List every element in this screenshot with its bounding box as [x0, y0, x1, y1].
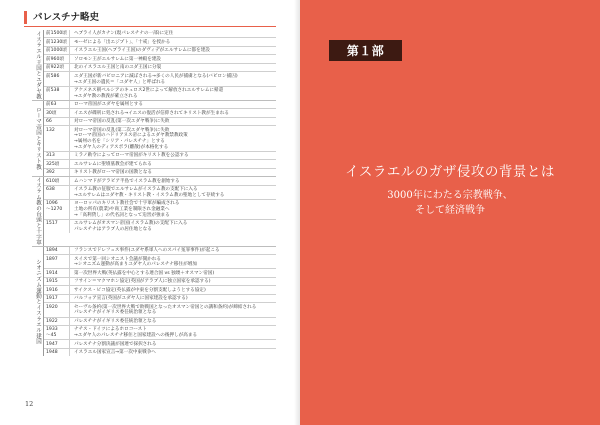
timeline-row — [44, 278, 276, 286]
event-cell: イスラエル国家宣言→第一次中東戦争へ — [74, 350, 156, 356]
era-rows — [44, 101, 276, 177]
year-cell: 1915 — [44, 278, 70, 285]
year-cell: 1914 — [44, 269, 70, 276]
era-section — [32, 100, 276, 177]
timeline-row — [44, 220, 276, 233]
year-cell: 325頃 — [44, 160, 70, 167]
event-cell: ソロモン王がエルサレムに第一神殿を建設 — [74, 56, 162, 62]
year-cell: 1922 — [44, 318, 70, 325]
event-cell: ナチス・ドイツによるホロコースト →ユダヤ人のパレスチナ移住と国家建設への後押しが高まる — [74, 327, 198, 339]
year-cell: 1920 — [44, 303, 70, 316]
timeline-row — [44, 47, 276, 55]
year-cell: 前1000頃 — [44, 47, 70, 54]
event-cell: キリスト教がローマ帝国の国教となる — [74, 170, 153, 176]
event-cell: パレスチナがイギリス委任統治領となる — [74, 318, 157, 324]
subtitle-line-2: そして経済戦争 — [415, 205, 485, 216]
year-cell: 392 — [44, 169, 70, 176]
timeline-row — [44, 286, 276, 294]
year-cell: 前586 — [44, 72, 70, 85]
timeline-row — [44, 269, 276, 277]
era-label — [32, 247, 44, 356]
era-label-text: イスラエル王国とユダヤ教 — [35, 30, 41, 100]
era-section — [32, 30, 276, 100]
timeline-row — [44, 186, 276, 200]
event-cell: イスラム教の征服でエルサレムがイスラム教の支配下に入る →エルサレムはユダヤ教・キリスト教・イスラム教の聖地として存続する — [74, 187, 225, 198]
event-cell: アケメネス朝ペルシアのキュロス2世によって解放されエルサレムに帰還 →ユダヤ教の教義が確立される — [74, 88, 224, 99]
event-cell: イスラエル王国(ヘブライ王国)のダヴィデがエルサレムに都を建設 — [74, 48, 210, 54]
era-section — [32, 176, 276, 245]
timeline-row — [44, 295, 276, 303]
era-label-text: ローマ帝国とキリスト教 — [35, 107, 41, 170]
timeline-row — [44, 255, 276, 269]
timeline-row — [44, 340, 276, 348]
year-cell: 前1230頃 — [44, 38, 70, 45]
year-cell: 前1500頃 — [44, 30, 70, 37]
year-cell: 1947 — [44, 340, 70, 347]
timeline-row — [44, 30, 276, 38]
timeline-row — [44, 169, 276, 176]
year-cell: 1948 — [44, 349, 70, 356]
event-cell: エルサレムがオスマン帝国(イスラム教)の支配下に入る パレスチナはアラブ人の居住地となる — [74, 221, 188, 232]
year-cell: 638 — [44, 186, 70, 199]
page-number: 12 — [25, 400, 34, 408]
part-label: 第１部 — [329, 40, 402, 61]
year-cell: 66 — [44, 118, 70, 125]
event-cell: ローマ帝国がユダヤを属州とする — [74, 102, 143, 108]
era-rows — [44, 247, 276, 356]
year-cell: 前538 — [44, 87, 70, 100]
timeline-row — [44, 64, 276, 72]
event-cell: モーゼによる「出エジプト」、「十戒」を授かる — [74, 39, 171, 45]
header-accent-bar — [24, 11, 27, 24]
year-cell: 前960頃 — [44, 55, 70, 62]
era-label — [32, 101, 44, 177]
event-cell: 北のイスラエル王国と南のユダ王国に分裂 — [74, 65, 162, 71]
year-cell: 313 — [44, 152, 70, 159]
event-cell: サイクス・ピコ協定(英仏露が中東を分割支配しようとする協定) — [74, 287, 206, 293]
chapter-subtitle — [300, 188, 600, 218]
subtitle-line-1: 3000年にわたる宗教戦争、 — [387, 190, 513, 201]
era-rows — [44, 177, 276, 245]
event-cell: ユダ王国が新バビロニアに滅ぼされる→多くの人民が捕虜となる(バビロン捕囚) →ユダ王国の遺民＝「ユダヤ人」と呼ばれる — [74, 73, 238, 85]
timeline-row — [44, 55, 276, 63]
timeline-row — [44, 38, 276, 46]
year-cell: 1917 — [44, 295, 70, 302]
year-cell: 1517 — [44, 220, 70, 233]
timeline-row — [44, 72, 276, 86]
timeline-row — [44, 118, 276, 126]
event-cell: セーヴル条約(第一次世界大戦で敗戦国となったオスマン帝国との講和条約)が締結される パレスチナがイギリス委任統治領となる — [74, 304, 257, 316]
event-cell: パレスチナ分割決議が国連で採択される — [74, 341, 157, 347]
year-cell: 1916 — [44, 286, 70, 293]
chapter-title: イスラエルのガザ侵攻の背景とは — [345, 164, 555, 180]
timeline-row — [44, 177, 276, 185]
year-cell: 1897 — [44, 255, 70, 268]
timeline-row — [44, 109, 276, 117]
era-label-text: イスラム教の台頭と十字軍 — [35, 177, 41, 246]
timeline-row — [44, 87, 276, 100]
event-cell: スイスで第一回シオニスト会議が開かれる →シオニズム運動が高まりユダヤ人のパレスチナ移住が増加 — [74, 256, 197, 268]
era-label — [32, 30, 44, 100]
era-rows — [44, 30, 276, 100]
timeline-row — [44, 200, 276, 220]
event-cell: バルフォア宣言(英国がユダヤ人に国家建設を承認する) — [74, 296, 188, 302]
chronology-table — [32, 30, 276, 356]
event-cell: フサイン＝マクマホン協定(英国がアラブ人に独立国家を承認する) — [74, 279, 211, 285]
timeline-row — [44, 326, 276, 340]
event-cell: ヘブライ人がカナン(現パレスチナの一部)に定住 — [74, 31, 174, 37]
year-cell: 1096 〜1270 — [44, 200, 70, 219]
timeline-row — [44, 126, 276, 152]
year-cell: 30頃 — [44, 109, 70, 116]
timeline-row — [44, 101, 276, 109]
timeline-row — [44, 160, 276, 168]
event-cell: フランスでドレフュス事件(ユダヤ系軍人へのスパイ冤罪事件)が起こる — [74, 248, 220, 254]
event-cell: イエスが磔刑に処される→イエスの復活が信仰されてキリスト教が生まれる — [74, 110, 229, 116]
year-cell: 610頃 — [44, 177, 70, 184]
chronology-title: パレスチナ略史 — [33, 12, 100, 23]
event-cell: 対ローマ帝国の反乱(第一次ユダヤ戦争)に失敗 — [74, 119, 170, 125]
era-section — [32, 246, 276, 356]
timeline-row — [44, 303, 276, 317]
year-cell: 132 — [44, 126, 70, 151]
year-cell: 1894 — [44, 247, 70, 254]
event-cell: 対ローマ帝国の反乱(第二次ユダヤ戦争)に失敗 →ローマ帝国のハドリアヌス帝によるユダヤ教禁教政策 →属州の名を「シリア・パレスチナ」とする →ユダヤ人のディアスポラ(離散)が本格化する — [74, 127, 188, 150]
era-label-text: シオニズム運動とイスラエル建国 — [35, 258, 41, 345]
year-cell: 1933 〜45 — [44, 326, 70, 339]
era-label — [32, 177, 44, 245]
year-cell: 前922頃 — [44, 64, 70, 71]
event-cell: エルサレムに聖墳墓教会が建てられる — [74, 161, 152, 167]
timeline-row — [44, 152, 276, 160]
timeline-row — [44, 318, 276, 326]
timeline-row — [44, 349, 276, 356]
header-rule — [24, 26, 276, 27]
year-cell: 前63 — [44, 101, 70, 108]
event-cell: ヨーロッパのキリスト教社会で十字軍が編成される 土地の所有(農業)や商工業を制限され金融業へ →「高利貸し」の代名詞となって迫害が強まる — [74, 201, 180, 218]
event-cell: ミラノ勅令によってローマ帝国がキリスト教を公認する — [74, 153, 189, 159]
event-cell: 第一次世界大戦(英仏露を中心とする連合国 vs 独墺＋オスマン帝国) — [74, 270, 215, 276]
event-cell: ムハンマドがアラビア半島でイスラム教を創始する — [74, 178, 180, 184]
timeline-row — [44, 247, 276, 255]
